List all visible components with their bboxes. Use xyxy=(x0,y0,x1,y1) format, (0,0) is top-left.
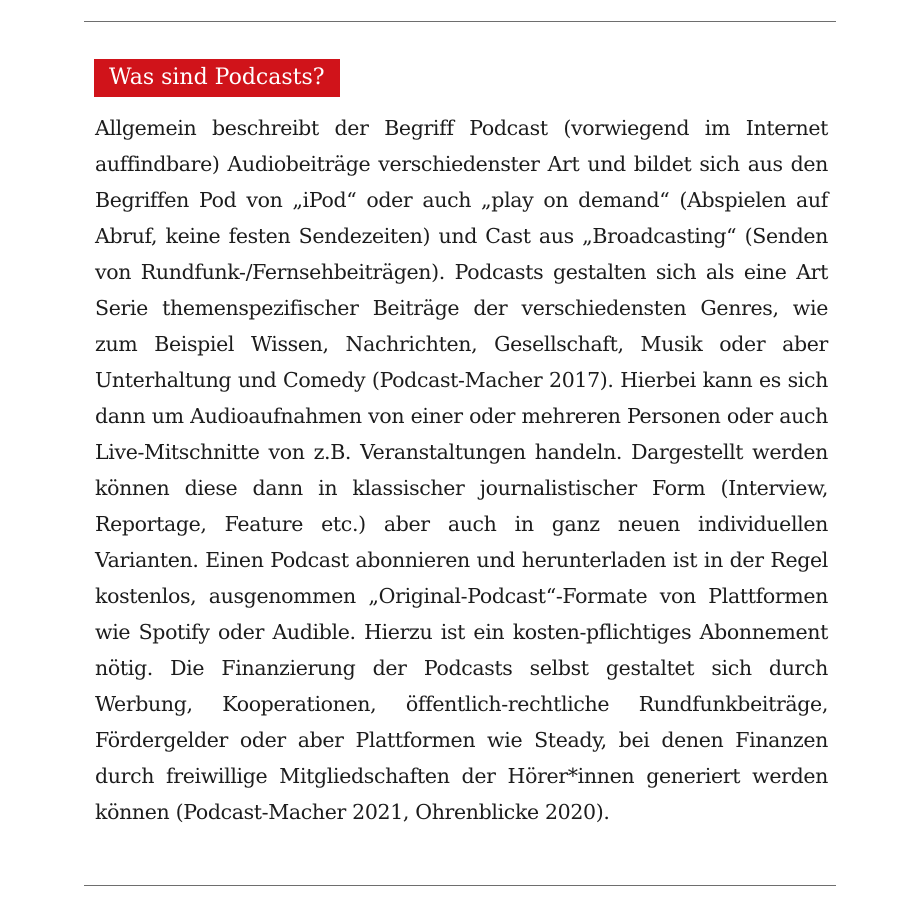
body-paragraph: Allgemein beschreibt der Begriff Podcast (vorwiegend im Internet auffindbare) Audiobeiträge verschiedenster Art und bildet sich aus den Begriffen Pod von „iPod“ oder auch „play on demand“ (Abspielen auf Abruf, keine festen Sendezeiten) und Cast aus „Broadcasting“ (Senden von Rundfunk-/Fernsehbeiträgen). Podcasts gestalten sich als eine Art Serie themenspezifischer Beiträge der verschiedensten Genres, wie zum Beispiel Wissen, Nachrichten, Gesellschaft, Musik oder aber Unterhaltung und Comedy (Podcast-Macher 2017). Hierbei kann es sich dann um Audioaufnahmen von einer oder mehreren Personen oder auch Live-Mitschnitte von z.B. Veranstaltungen handeln. Dargestellt werden können diese dann in klassischer journalistischer Form (Interview, Reportage, Feature etc.) aber auch in ganz neuen individuellen Varianten. Einen Podcast abonnieren und herunterladen ist in der Regel kostenlos, ausgenommen „Original-Podcast“-Formate von Plattformen wie Spotify oder Audible. Hierzu ist ein kosten-pflichtiges Abonnement nötig. Die Finanzierung der Podcasts selbst gestaltet sich durch Werbung, Kooperationen, öffentlich-rechtliche Rundfunkbeiträge, Fördergelder oder aber Plattformen wie Steady, bei denen Finanzen durch freiwillige Mitgliedschaften der Hörer*innen generiert werden können (Podcast-Macher 2021, Ohrenblicke 2020). xyxy=(95,116,828,824)
top-divider xyxy=(84,21,836,22)
section-heading xyxy=(94,59,340,97)
bottom-divider xyxy=(84,885,836,886)
section-title: Was sind Podcasts? xyxy=(109,65,325,90)
